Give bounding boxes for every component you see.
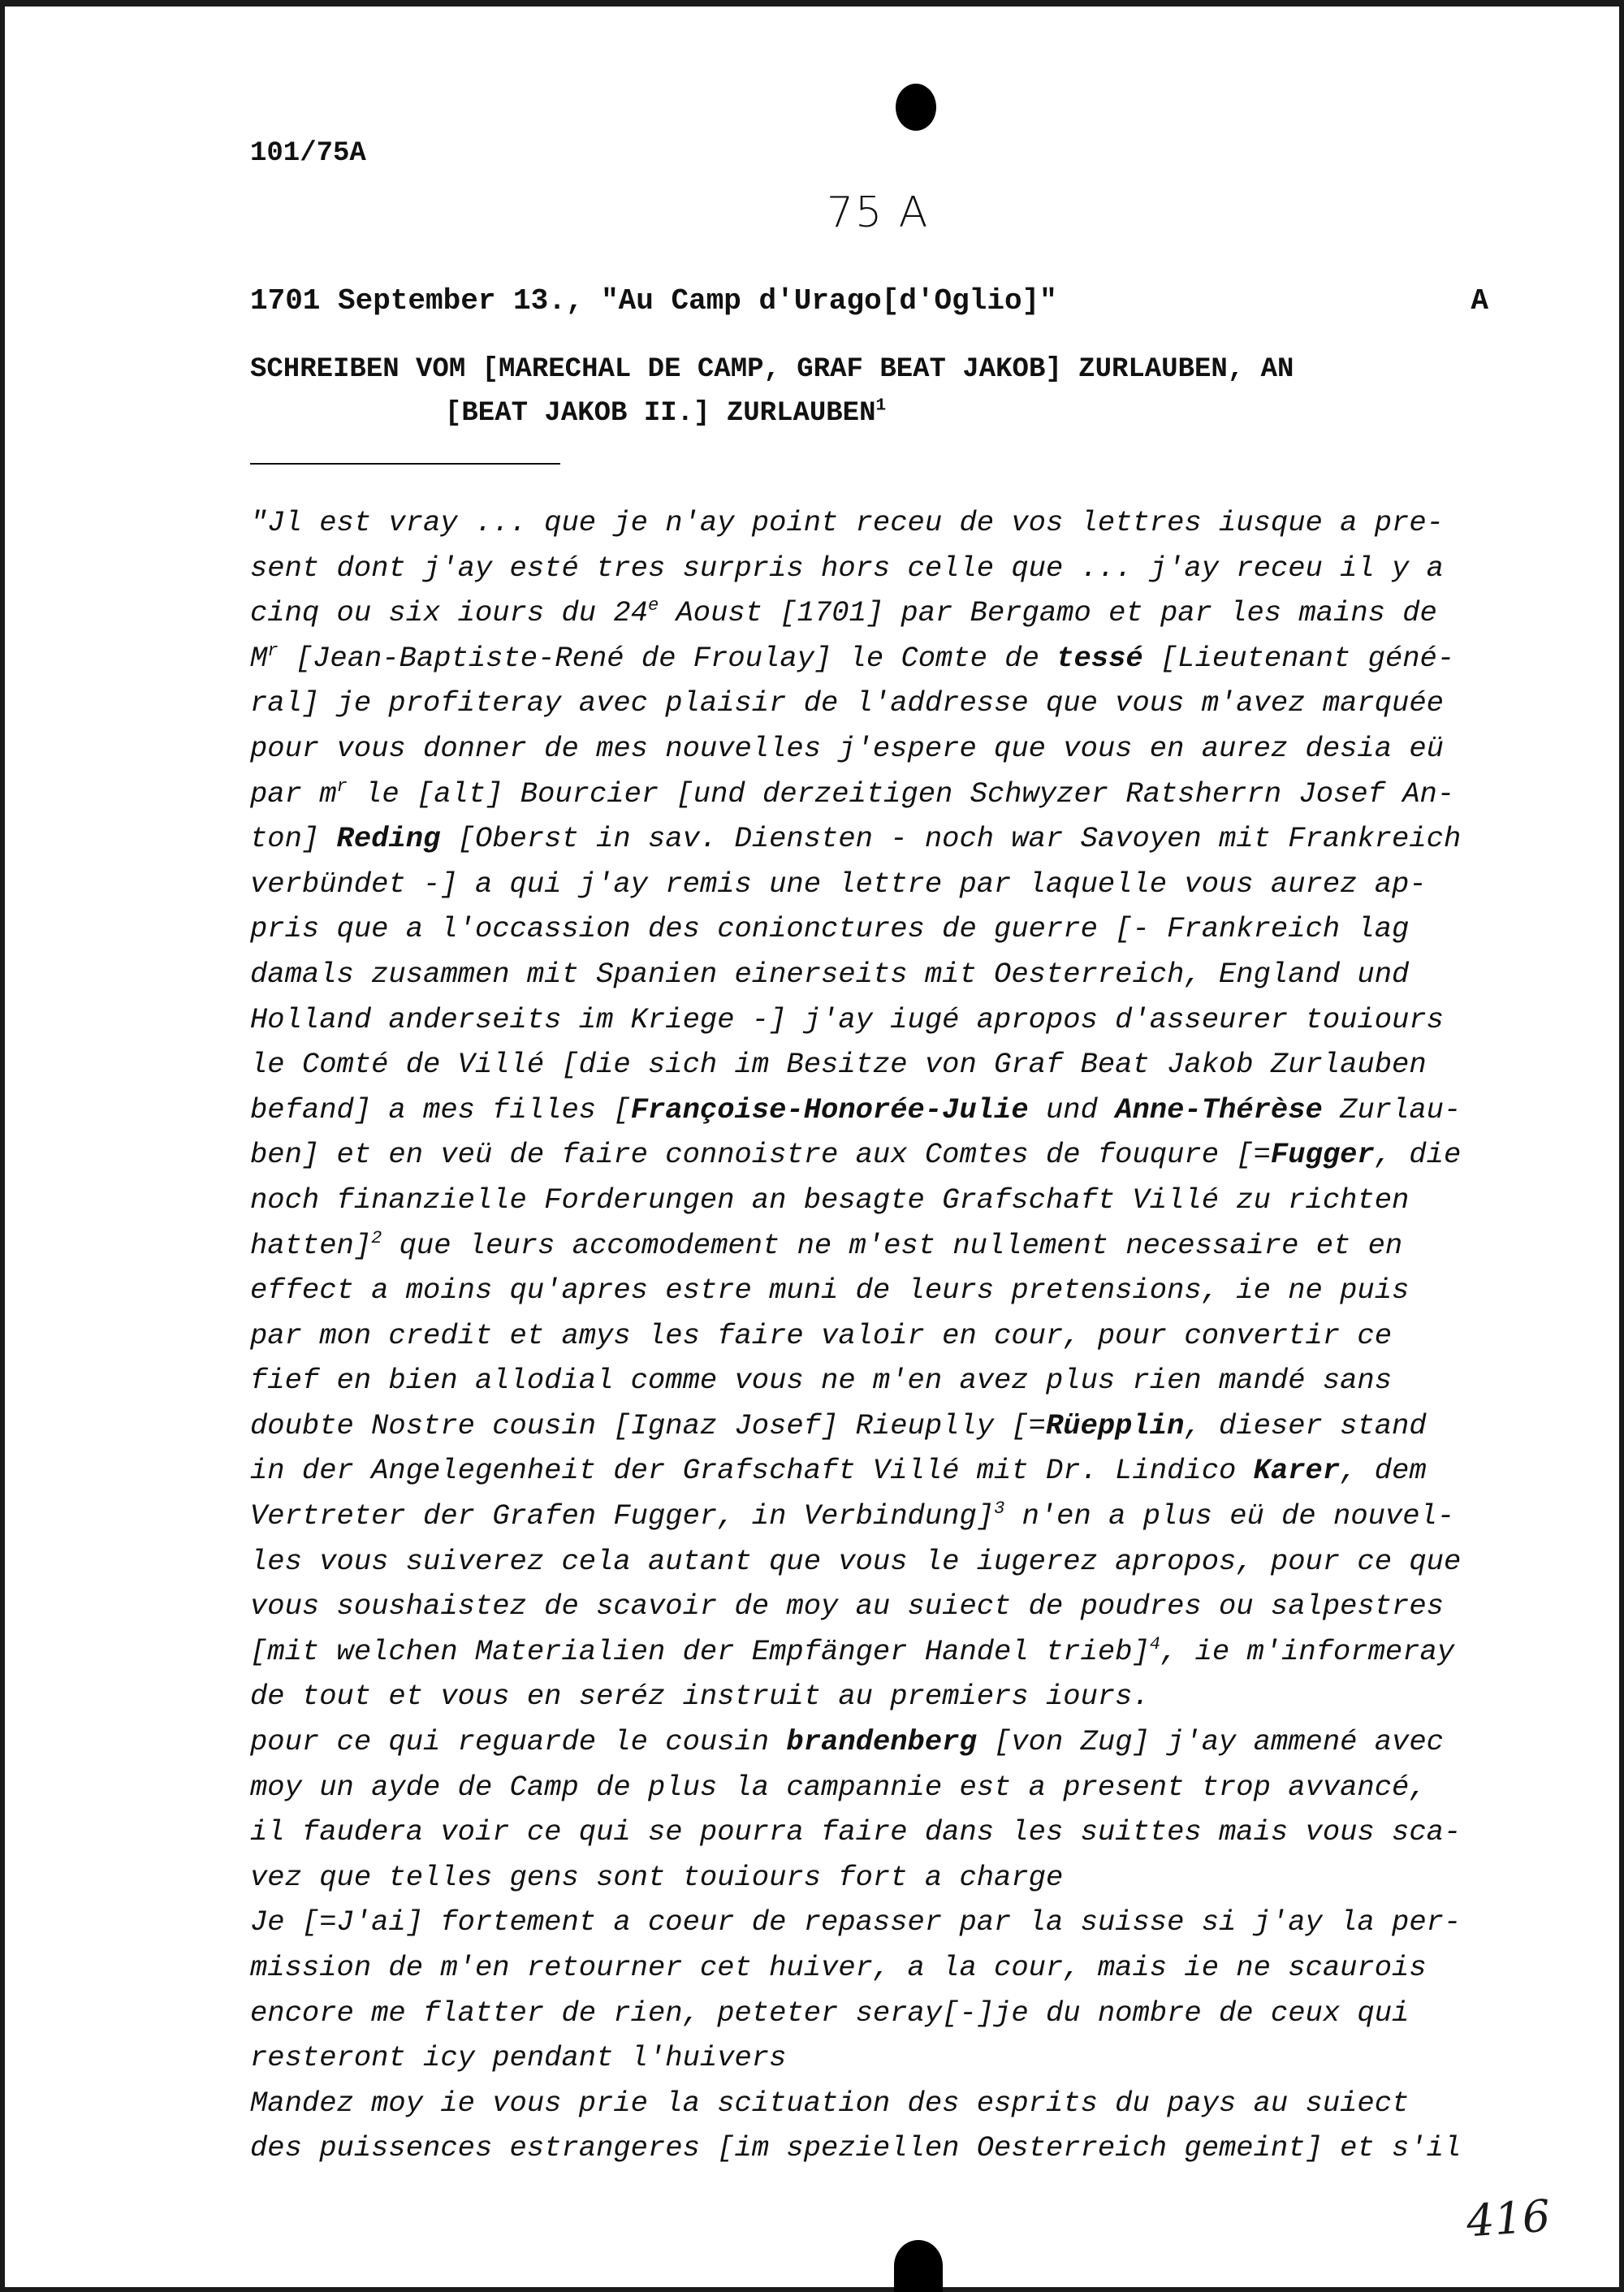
archive-reference: 101/75A <box>250 138 366 169</box>
text-segment: damals zusammen mit Spanien einerseits mit Oesterreich, England und <box>250 957 1410 991</box>
text-segment: par mon credit et amys les faire valoir en cour, pour convertir ce <box>250 1318 1393 1352</box>
text-segment: [Lieutenant géné- <box>1142 641 1455 675</box>
superscript: 3 <box>994 1498 1005 1520</box>
text-segment: pour ce qui reguarde le cousin <box>250 1725 787 1759</box>
text-line <box>250 1991 1501 2036</box>
text-segment: sent dont j'ay esté tres surpris hors celle que ... j'ay receu il y a <box>250 551 1444 585</box>
text-segment: le Comté de Villé [die sich im Besitze von Graf Beat Jakob Zurlauben <box>250 1048 1427 1082</box>
text-segment: mission de m'en retourner cet huiver, a la cour, mais ie ne scaurois <box>250 1951 1427 1984</box>
superscript: r <box>267 640 279 661</box>
text-segment: pour vous donner de mes nouvelles j'espere que vous en aurez desia eü <box>250 731 1444 765</box>
date-place: 1701 September 13., "Au Camp d'Urago[d'Oglio]" <box>250 284 1057 318</box>
text-segment: , dieser stand <box>1184 1408 1427 1442</box>
text-segment: M <box>250 641 268 675</box>
bold-name: Rüepplin <box>1045 1408 1185 1442</box>
text-line <box>250 2035 1501 2081</box>
text-segment: Mandez moy ie vous prie la scituation des esprits du pays au suiect <box>250 2086 1410 2120</box>
punch-hole-top <box>896 84 936 131</box>
text-segment: vous soushaistez de scavoir de moy au suiect de poudres ou salpestres <box>250 1589 1444 1624</box>
text-segment: pris que a l'occassion des conionctures de guerre [- Frankreich lag <box>250 912 1410 946</box>
bold-name: Fugger <box>1270 1138 1375 1172</box>
title-line-2-text: [BEAT JAKOB II.] ZURLAUBEN <box>445 398 876 429</box>
text-segment: noch finanzielle Forderungen an besagte Grafschaft Villé zu richten <box>250 1183 1410 1217</box>
text-segment: resteront icy pendant l'huivers <box>250 2041 787 2075</box>
text-line <box>250 726 1501 772</box>
text-segment: n'en a plus eü de nouvel- <box>1004 1499 1455 1533</box>
footnote-marker: 1 <box>875 396 887 416</box>
text-line <box>250 1719 1501 1765</box>
text-line <box>250 1855 1501 1901</box>
text-segment: Vertreter der Grafen Fugger, in Verbindung] <box>250 1499 995 1533</box>
letter-transcription <box>250 500 1501 2171</box>
text-segment: verbündet -] a qui j'ay remis une lettre par laquelle vous aurez ap- <box>250 867 1427 901</box>
superscript: e <box>647 595 659 616</box>
date-place-line <box>250 284 1488 318</box>
text-segment: les vous suiverez cela autant que vous le iugerez apropos, pour ce que <box>250 1544 1462 1578</box>
text-line <box>250 997 1501 1043</box>
bold-name: tessé <box>1056 641 1143 675</box>
text-line <box>250 2126 1501 2171</box>
text-segment: Zurlau- <box>1322 1092 1462 1127</box>
text-segment: [mit welchen Materialien der Empfänger Handel trieb] <box>250 1634 1150 1668</box>
text-segment: , ie m'informeray <box>1160 1634 1455 1668</box>
text-segment: encore me flatter de rien, peteter seray[-]je du nombre de ceux qui <box>250 1996 1410 2030</box>
text-segment: [Jean-Baptiste-René de Froulay] le Comte de <box>278 641 1057 675</box>
bold-name: Françoise-Honorée-Julie <box>630 1092 1029 1127</box>
bold-name: brandenberg <box>786 1725 977 1759</box>
bold-name: Anne-Thérèse <box>1115 1092 1323 1127</box>
text-segment: vez que telles gens sont touiours fort a charge <box>250 1860 1064 1894</box>
text-segment: doubte Nostre cousin [Ignaz Josef] Rieuplly [= <box>250 1408 1046 1442</box>
text-segment: [von Zug] j'ay ammené avec <box>976 1725 1444 1759</box>
title-line-1: SCHREIBEN VOM [MARECHAL DE CAMP, GRAF BEAT JAKOB] ZURLAUBEN, AN <box>250 354 1294 385</box>
text-line <box>250 1178 1501 1223</box>
bold-name: Reding <box>336 822 441 856</box>
text-line <box>250 590 1501 636</box>
text-segment: ral] je profiteray avec plaisir de l'addresse que vous m'avez marquée <box>250 686 1444 720</box>
text-segment: Aoust [1701] par Bergamo et par les mains de <box>659 596 1437 630</box>
text-segment: in der Angelegenheit der Grafschaft Villé mit Dr. Lindico <box>250 1454 1254 1488</box>
text-line <box>250 906 1501 952</box>
text-line <box>250 1448 1501 1494</box>
text-line <box>250 862 1501 907</box>
text-segment: Je [=J'ai] fortement a coeur de repasser par la suisse si j'ay la per- <box>250 1905 1462 1940</box>
superscript: 2 <box>371 1227 382 1248</box>
text-line <box>250 1223 1501 1269</box>
text-segment: hatten] <box>250 1228 372 1262</box>
text-line <box>250 500 1501 546</box>
text-segment: par m <box>250 776 337 811</box>
text-line <box>250 816 1501 862</box>
text-line <box>250 1132 1501 1178</box>
text-segment: , die <box>1374 1138 1462 1172</box>
text-line <box>250 2081 1501 2126</box>
text-line <box>250 1629 1501 1675</box>
scan-border-top <box>0 0 1624 6</box>
text-line <box>250 1900 1501 1945</box>
text-line <box>250 1539 1501 1585</box>
scan-border-left <box>0 0 5 2292</box>
text-segment: cinq ou six iours du 24 <box>250 596 648 630</box>
text-segment: befand] a mes filles [ <box>250 1092 631 1127</box>
text-segment: Holland anderseits im Kriege -] j'ay iugé apropos d'asseurer touiours <box>250 1002 1444 1036</box>
text-segment: il faudera voir ce qui se pourra faire dans les suittes mais vous sca- <box>250 1815 1462 1849</box>
text-segment: que leurs accomodement ne m'est nullement necessaire et en <box>382 1228 1403 1262</box>
text-segment: [Oberst in sav. Diensten - noch war Savoyen mit Frankreich <box>440 822 1462 856</box>
text-segment: "Jl est vray ... que je n'ay point receu de vos lettres iusque a pre- <box>250 506 1444 539</box>
folio-number: 416 <box>1464 2190 1553 2247</box>
scan-border-right <box>1619 0 1624 2292</box>
text-line <box>250 1268 1501 1313</box>
text-line <box>250 636 1501 681</box>
text-line <box>250 772 1501 817</box>
text-line <box>250 1945 1501 1991</box>
text-segment: des puissences estrangeres [im speziellen Oesterreich gemeint] et s'il <box>250 2131 1462 2165</box>
text-line <box>250 1403 1501 1449</box>
text-line <box>250 1494 1501 1539</box>
text-segment: fief en bien allodial comme vous ne m'en avez plus rien mandé sans <box>250 1364 1393 1398</box>
text-line <box>250 1313 1501 1359</box>
text-line <box>250 1765 1501 1810</box>
text-line <box>250 546 1501 591</box>
text-segment: , dem <box>1340 1454 1427 1488</box>
text-segment: ton] <box>250 822 337 856</box>
letter-mark: A <box>1471 284 1488 318</box>
text-line <box>250 1358 1501 1403</box>
text-line <box>250 1810 1501 1855</box>
text-segment: moy un ayde de Camp de plus la campannie est a present trop avvancé, <box>250 1770 1427 1804</box>
document-number: 75 A <box>827 188 930 237</box>
text-segment: de tout et vous en seréz instruit au premiers iours. <box>250 1680 1150 1714</box>
superscript: 4 <box>1149 1634 1160 1655</box>
superscript: r <box>336 776 348 797</box>
text-segment: effect a moins qu'apres estre muni de leurs pretensions, ie ne puis <box>250 1274 1410 1308</box>
text-segment: ben] et en veü de faire connoistre aux Comtes de fouqure [= <box>250 1138 1271 1172</box>
bold-name: Karer <box>1253 1454 1341 1488</box>
text-line <box>250 952 1501 997</box>
separator-rule <box>250 463 560 465</box>
text-line <box>250 1584 1501 1629</box>
text-segment: le [alt] Bourcier [und derzeitigen Schwyzer Ratsherrn Josef An- <box>347 776 1455 811</box>
text-line <box>250 1042 1501 1088</box>
scan-border-bottom <box>0 2287 1624 2292</box>
text-segment: und <box>1028 1092 1116 1127</box>
document-title <box>250 348 1488 435</box>
text-line <box>250 1674 1501 1719</box>
punch-hole-bottom <box>894 2240 943 2292</box>
text-line <box>250 681 1501 726</box>
text-line <box>250 1088 1501 1133</box>
title-line-2 <box>250 391 1488 435</box>
